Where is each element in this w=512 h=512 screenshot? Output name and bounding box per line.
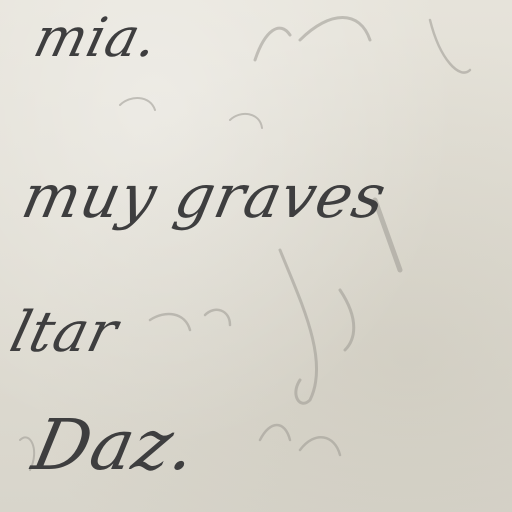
bleed-stroke xyxy=(230,114,262,128)
handwritten-line-4: Daz. xyxy=(26,404,205,486)
bleed-stroke xyxy=(430,20,470,73)
bleed-stroke xyxy=(150,314,190,330)
handwritten-line-1: mia. xyxy=(28,6,166,69)
handwritten-line-3: ltar xyxy=(4,300,125,365)
bleed-stroke xyxy=(205,310,230,325)
bleed-stroke xyxy=(300,18,370,41)
bleed-stroke xyxy=(255,28,290,60)
bleed-stroke xyxy=(300,437,340,455)
bleed-stroke xyxy=(120,98,155,110)
handwritten-line-2: muy graves xyxy=(16,162,393,232)
bleed-stroke xyxy=(340,290,354,350)
bleed-stroke xyxy=(280,250,317,403)
bleed-stroke xyxy=(260,425,290,440)
